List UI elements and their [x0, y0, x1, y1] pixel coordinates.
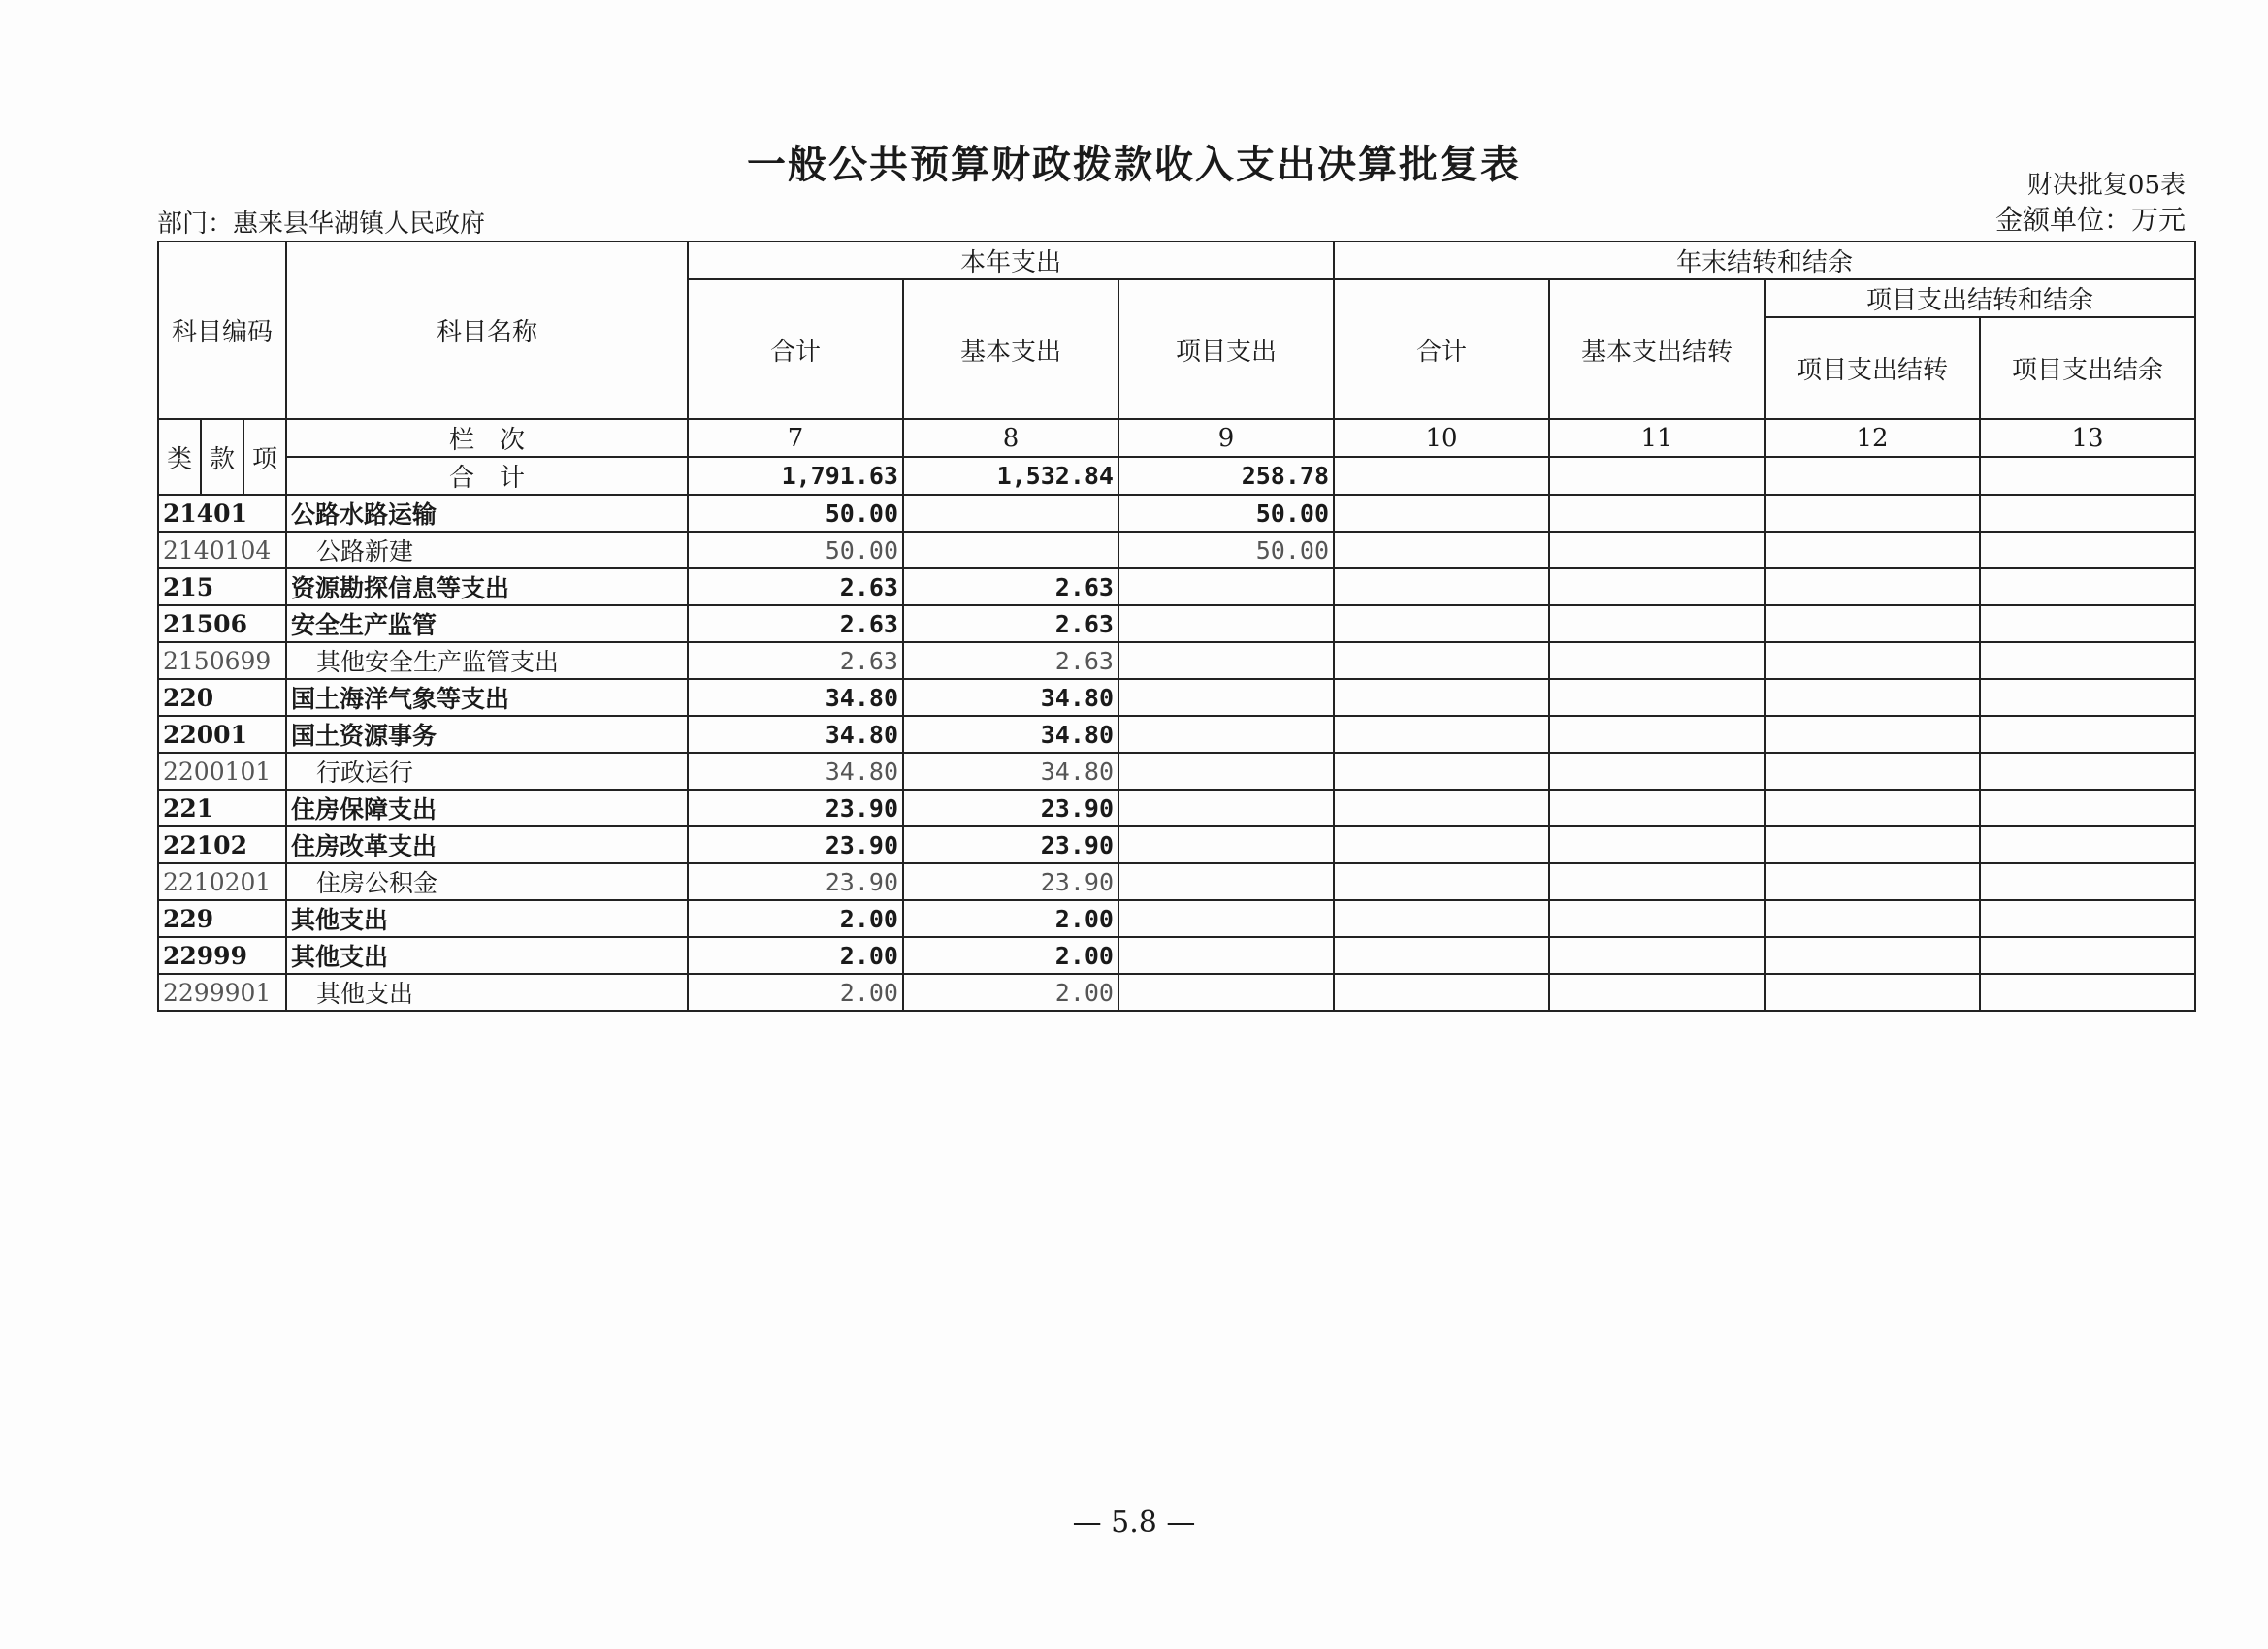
subject-code: 2210201 — [158, 863, 286, 900]
header-this-year: 本年支出 — [688, 242, 1334, 279]
empty-cell — [1549, 753, 1765, 790]
expense-total: 23.90 — [688, 826, 903, 863]
project-expense — [1118, 679, 1334, 716]
subject-code: 2140104 — [158, 532, 286, 568]
subject-code: 21506 — [158, 605, 286, 642]
empty-cell — [1980, 790, 2195, 826]
empty-cell — [1549, 826, 1765, 863]
empty-cell — [1765, 495, 1980, 532]
subject-code: 22001 — [158, 716, 286, 753]
project-expense — [1118, 863, 1334, 900]
empty-cell — [1334, 826, 1549, 863]
empty-cell — [1334, 716, 1549, 753]
empty-cell — [1334, 679, 1549, 716]
table-row — [158, 937, 2195, 974]
table-row — [158, 753, 2195, 790]
expense-total: 50.00 — [688, 532, 903, 568]
col-index: 7 — [688, 419, 903, 457]
header-total: 合计 — [688, 279, 903, 419]
expense-total: 2.63 — [688, 568, 903, 605]
project-expense: 50.00 — [1118, 495, 1334, 532]
header-lei: 类 — [158, 419, 201, 495]
header-lanci: 栏 次 — [286, 419, 688, 457]
table-row — [158, 495, 2195, 532]
expense-total: 50.00 — [688, 495, 903, 532]
data-rows — [158, 495, 2195, 1011]
empty-cell — [1334, 568, 1549, 605]
empty-cell — [1765, 974, 1980, 1011]
table-row — [158, 642, 2195, 679]
project-expense — [1118, 716, 1334, 753]
header-code: 科目编码 — [158, 242, 286, 419]
basic-expense: 2.63 — [903, 642, 1118, 679]
empty-cell — [1549, 974, 1765, 1011]
empty-cell — [1980, 716, 2195, 753]
project-expense — [1118, 900, 1334, 937]
expense-total: 2.63 — [688, 605, 903, 642]
empty-cell — [1334, 532, 1549, 568]
subject-code: 2299901 — [158, 974, 286, 1011]
subject-code: 21401 — [158, 495, 286, 532]
subject-name: 其他安全生产监管支出 — [286, 642, 688, 679]
table-row — [158, 568, 2195, 605]
header-basic: 基本支出 — [903, 279, 1118, 419]
basic-expense: 2.63 — [903, 568, 1118, 605]
header-heji: 合 计 — [286, 457, 688, 495]
empty-cell — [1549, 495, 1765, 532]
basic-expense: 2.00 — [903, 937, 1118, 974]
table-row — [158, 863, 2195, 900]
subject-code: 2150699 — [158, 642, 286, 679]
table-row — [158, 716, 2195, 753]
empty-cell — [1334, 495, 1549, 532]
empty-cell — [1765, 826, 1980, 863]
expense-total: 2.63 — [688, 642, 903, 679]
empty-cell — [1549, 568, 1765, 605]
col-index: 12 — [1765, 419, 1980, 457]
empty-cell — [1765, 716, 1980, 753]
subject-name: 行政运行 — [286, 753, 688, 790]
subject-code: 22999 — [158, 937, 286, 974]
basic-expense — [903, 532, 1118, 568]
empty-cell — [1334, 900, 1549, 937]
empty-cell — [1765, 753, 1980, 790]
subject-code: 215 — [158, 568, 286, 605]
empty-cell — [1549, 642, 1765, 679]
project-expense — [1118, 974, 1334, 1011]
empty-cell — [1980, 568, 2195, 605]
header-project-group: 项目支出结转和结余 — [1765, 279, 2195, 317]
project-expense — [1118, 826, 1334, 863]
basic-expense: 34.80 — [903, 716, 1118, 753]
project-expense — [1118, 937, 1334, 974]
subject-name: 其他支出 — [286, 937, 688, 974]
project-expense — [1118, 642, 1334, 679]
empty-cell — [1980, 826, 2195, 863]
empty-cell — [1765, 900, 1980, 937]
form-number: 财决批复05表 — [2026, 171, 2186, 200]
basic-expense: 23.90 — [903, 863, 1118, 900]
expense-total: 34.80 — [688, 679, 903, 716]
empty-cell — [1980, 679, 2195, 716]
empty-cell — [1549, 863, 1765, 900]
col-index: 9 — [1118, 419, 1334, 457]
amount-unit-label: 金额单位：万元 — [1994, 204, 2186, 236]
approval-table — [157, 241, 2196, 1012]
empty-cell — [1765, 568, 1980, 605]
empty-cell — [1549, 900, 1765, 937]
col-index: 8 — [903, 419, 1118, 457]
table-row — [158, 679, 2195, 716]
project-expense — [1118, 605, 1334, 642]
subject-code: 2200101 — [158, 753, 286, 790]
empty-cell — [1765, 863, 1980, 900]
subject-code: 229 — [158, 900, 286, 937]
header-xiang: 项 — [243, 419, 286, 495]
table-row — [158, 826, 2195, 863]
header-year-end: 年末结转和结余 — [1334, 242, 2195, 279]
empty-cell — [1980, 753, 2195, 790]
empty-cell — [1765, 790, 1980, 826]
department-label: 部门：惠来县华湖镇人民政府 — [157, 210, 486, 239]
empty-cell — [1334, 753, 1549, 790]
empty-cell — [1980, 937, 2195, 974]
table-row — [158, 790, 2195, 826]
subject-code: 22102 — [158, 826, 286, 863]
table-row — [158, 974, 2195, 1011]
empty-cell — [1765, 605, 1980, 642]
project-expense — [1118, 568, 1334, 605]
basic-expense: 34.80 — [903, 753, 1118, 790]
table-row — [158, 605, 2195, 642]
header-basic-carry: 基本支出结转 — [1549, 279, 1765, 419]
project-expense: 50.00 — [1118, 532, 1334, 568]
subject-name: 国土海洋气象等支出 — [286, 679, 688, 716]
grand-total-basic: 1,532.84 — [903, 457, 1118, 495]
header-name: 科目名称 — [286, 242, 688, 419]
expense-total: 34.80 — [688, 716, 903, 753]
expense-total: 23.90 — [688, 863, 903, 900]
empty-cell — [1980, 605, 2195, 642]
project-expense — [1118, 790, 1334, 826]
header-project: 项目支出 — [1118, 279, 1334, 419]
subject-name: 住房改革支出 — [286, 826, 688, 863]
subject-name: 公路水路运输 — [286, 495, 688, 532]
empty-cell — [1549, 532, 1765, 568]
empty-cell — [1549, 790, 1765, 826]
empty-cell — [1980, 495, 2195, 532]
empty-cell — [1549, 679, 1765, 716]
empty-cell — [1334, 790, 1549, 826]
col-index: 13 — [1980, 419, 2195, 457]
subject-code: 221 — [158, 790, 286, 826]
empty-cell — [1980, 532, 2195, 568]
subject-name: 国土资源事务 — [286, 716, 688, 753]
empty-cell — [1549, 716, 1765, 753]
empty-cell — [1980, 900, 2195, 937]
subject-name: 住房公积金 — [286, 863, 688, 900]
subject-name: 安全生产监管 — [286, 605, 688, 642]
col-index: 11 — [1549, 419, 1765, 457]
header-kuan: 款 — [201, 419, 243, 495]
empty-cell — [1334, 605, 1549, 642]
empty-cell — [1765, 642, 1980, 679]
table-row — [158, 900, 2195, 937]
empty-cell — [1549, 605, 1765, 642]
empty-cell — [1980, 863, 2195, 900]
empty-cell — [1334, 642, 1549, 679]
basic-expense: 2.63 — [903, 605, 1118, 642]
subject-name: 公路新建 — [286, 532, 688, 568]
expense-total: 23.90 — [688, 790, 903, 826]
page-number: — 5.8 — — [1072, 1505, 1196, 1539]
table-row — [158, 532, 2195, 568]
basic-expense — [903, 495, 1118, 532]
basic-expense: 23.90 — [903, 826, 1118, 863]
empty-cell — [1334, 974, 1549, 1011]
basic-expense: 2.00 — [903, 900, 1118, 937]
header-project-carry: 项目支出结转 — [1765, 317, 1980, 419]
basic-expense: 2.00 — [903, 974, 1118, 1011]
col-index: 10 — [1334, 419, 1549, 457]
page-title: 一般公共预算财政拨款收入支出决算批复表 — [747, 142, 1521, 187]
empty-cell — [1980, 974, 2195, 1011]
project-expense — [1118, 753, 1334, 790]
subject-code: 220 — [158, 679, 286, 716]
empty-cell — [1980, 642, 2195, 679]
subject-name: 其他支出 — [286, 974, 688, 1011]
expense-total: 2.00 — [688, 937, 903, 974]
empty-cell — [1765, 532, 1980, 568]
expense-total: 34.80 — [688, 753, 903, 790]
empty-cell — [1765, 679, 1980, 716]
empty-cell — [1765, 937, 1980, 974]
empty-cell — [1549, 937, 1765, 974]
basic-expense: 34.80 — [903, 679, 1118, 716]
header-ye-total: 合计 — [1334, 279, 1549, 419]
subject-name: 资源勘探信息等支出 — [286, 568, 688, 605]
grand-total: 1,791.63 — [688, 457, 903, 495]
expense-total: 2.00 — [688, 974, 903, 1011]
basic-expense: 23.90 — [903, 790, 1118, 826]
header-project-surplus: 项目支出结余 — [1980, 317, 2195, 419]
grand-total-project: 258.78 — [1118, 457, 1334, 495]
subject-name: 其他支出 — [286, 900, 688, 937]
subject-name: 住房保障支出 — [286, 790, 688, 826]
expense-total: 2.00 — [688, 900, 903, 937]
empty-cell — [1334, 863, 1549, 900]
empty-cell — [1334, 937, 1549, 974]
